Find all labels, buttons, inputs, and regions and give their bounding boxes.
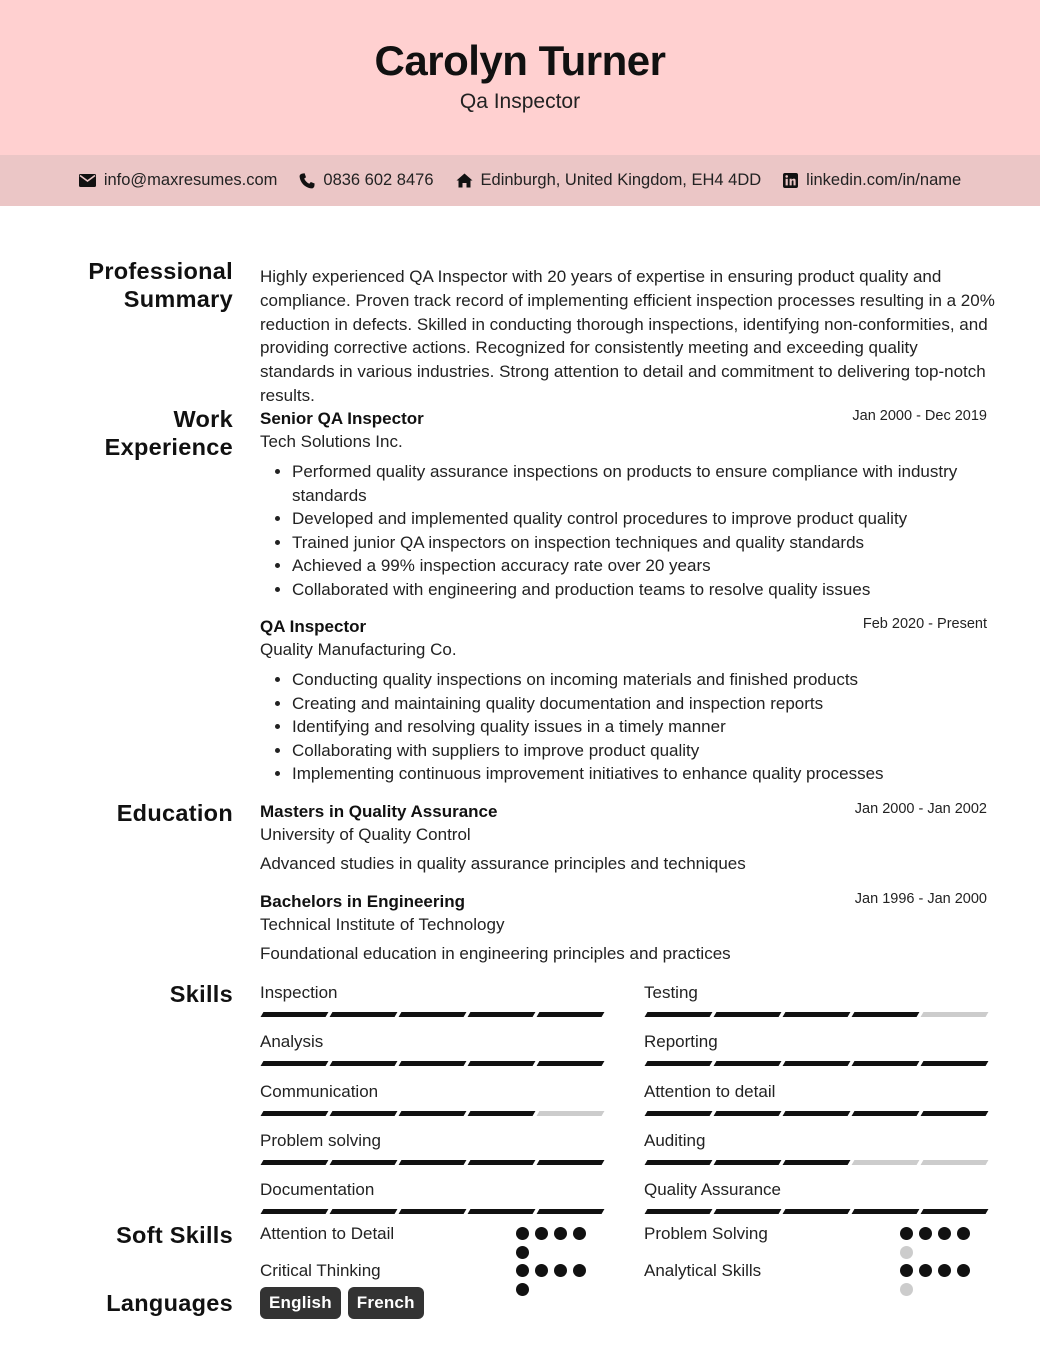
bullet-item: • Performed quality assurance inspections on products to ensure compliance with industry standards <box>292 460 987 507</box>
rating-dot-filled <box>554 1227 567 1240</box>
language-list <box>260 1287 424 1319</box>
skill-segment-filled <box>714 1209 782 1214</box>
contact-linkedin[interactable] <box>783 171 961 190</box>
rating-dot-filled <box>919 1227 932 1240</box>
summary-text: Highly experienced QA Inspector with 20 years of expertise in ensuring product quality and compliance. Proven track record of implementing efficient inspection processes resulting in a 20% reduction in defects. Skilled in conducting thorough inspections, identifying non-conformities, and providing corrective actions. Recognized for consistently meeting and exceeding quality standards in various industries. Strong attention to detail and commitment to delivering top-notch results. <box>260 267 995 405</box>
section-title-experience: Work Experience <box>104 406 233 460</box>
skill-name: Documentation <box>260 1180 375 1199</box>
education-item <box>260 891 987 966</box>
rating-dot-filled <box>573 1227 586 1240</box>
resume-header <box>0 0 1040 155</box>
skill-name: Testing <box>644 983 698 1002</box>
contact-bar <box>0 155 1040 206</box>
skill-segment-filled <box>852 1111 920 1116</box>
education-item <box>260 801 987 876</box>
rating-dot-filled <box>535 1264 548 1277</box>
rating-dot-filled <box>554 1264 567 1277</box>
soft-skill-item <box>644 1260 974 1300</box>
skill-segment-filled <box>783 1160 851 1165</box>
skill-segment-empty <box>852 1160 920 1165</box>
company-name: Tech Solutions Inc. <box>260 432 403 451</box>
address-text: Edinburgh, United Kingdom, EH4 4DD <box>480 171 762 189</box>
skill-level-bar <box>644 1209 987 1214</box>
rating-dot-filled <box>516 1227 529 1240</box>
soft-skill-item <box>644 1223 974 1263</box>
home-icon <box>456 173 473 188</box>
skill-segment-filled <box>783 1209 851 1214</box>
skill-segment-filled <box>468 1111 536 1116</box>
skill-segment-filled <box>714 1160 782 1165</box>
skill-item <box>644 1179 987 1214</box>
skill-name: Attention to detail <box>644 1082 776 1101</box>
skill-segment-filled <box>468 1012 536 1017</box>
skill-name: Communication <box>260 1082 379 1101</box>
bullet-item: • Developed and implemented quality control procedures to improve product quality <box>292 507 987 531</box>
rating-dot-empty <box>900 1283 913 1296</box>
skill-name: Auditing <box>644 1131 706 1150</box>
skill-segment-filled <box>714 1111 782 1116</box>
skill-level-bar <box>260 1209 603 1214</box>
resume-body <box>0 206 1040 1372</box>
skill-item <box>644 1130 987 1165</box>
skill-segment-filled <box>468 1209 536 1214</box>
job-dates: Feb 2020 - Present <box>862 616 987 632</box>
skill-level-bar <box>260 1160 603 1165</box>
skill-item <box>260 982 603 1017</box>
bullet-item: • Achieved a 99% inspection accuracy rate over 20 years <box>292 554 987 578</box>
skill-segment-filled <box>852 1209 920 1214</box>
skill-segment-empty <box>537 1111 605 1116</box>
skill-segment-filled <box>261 1111 329 1116</box>
education-dates: Jan 1996 - Jan 2000 <box>854 891 987 907</box>
skill-segment-empty <box>921 1160 989 1165</box>
soft-skill-name: Critical Thinking <box>260 1261 381 1280</box>
section-title-skills: Skills <box>169 981 233 1007</box>
skill-segment-filled <box>645 1012 713 1017</box>
skill-segment-filled <box>537 1012 605 1017</box>
skill-segment-filled <box>330 1209 398 1214</box>
skill-name: Inspection <box>260 983 338 1002</box>
section-title-summary: Professional Summary <box>88 258 233 312</box>
soft-skill-name: Problem Solving <box>644 1224 768 1243</box>
skill-level-bar <box>644 1111 987 1116</box>
skill-segment-filled <box>330 1160 398 1165</box>
skill-segment-filled <box>645 1209 713 1214</box>
skill-name: Problem solving <box>260 1131 381 1150</box>
skill-segment-filled <box>537 1160 605 1165</box>
skill-segment-filled <box>783 1111 851 1116</box>
contact-email[interactable] <box>79 171 278 190</box>
skill-segment-filled <box>399 1111 467 1116</box>
section-title-languages: Languages <box>106 1290 233 1316</box>
rating-dot-filled <box>938 1264 951 1277</box>
section-title-soft-skills: Soft Skills <box>116 1222 233 1248</box>
job-position: Senior QA Inspector <box>260 409 424 428</box>
skill-item <box>260 1031 603 1066</box>
skill-segment-filled <box>468 1160 536 1165</box>
skill-segment-filled <box>261 1160 329 1165</box>
skill-level-bar <box>260 1012 603 1017</box>
company-name: Quality Manufacturing Co. <box>260 640 457 659</box>
skill-level-bar <box>260 1061 603 1066</box>
rating-dot-filled <box>516 1283 529 1296</box>
bullet-item: • Trained junior QA inspectors on inspection techniques and quality standards <box>292 531 987 555</box>
education-description: Advanced studies in quality assurance principles and techniques <box>260 854 746 873</box>
skill-segment-filled <box>645 1061 713 1066</box>
skill-segment-filled <box>261 1061 329 1066</box>
linkedin-icon <box>783 173 798 188</box>
education-dates: Jan 2000 - Jan 2002 <box>854 801 987 817</box>
skill-item <box>260 1081 603 1116</box>
skill-segment-filled <box>399 1160 467 1165</box>
contact-phone[interactable] <box>299 171 433 190</box>
skill-segment-filled <box>921 1061 989 1066</box>
skill-segment-filled <box>921 1209 989 1214</box>
skill-segment-filled <box>330 1012 398 1017</box>
bullet-item: • Conducting quality inspections on incoming materials and finished products <box>292 668 987 692</box>
rating-dot-filled <box>516 1246 529 1259</box>
skill-item <box>644 1081 987 1116</box>
skill-segment-filled <box>714 1061 782 1066</box>
envelope-icon <box>79 174 96 187</box>
skill-segment-filled <box>261 1209 329 1214</box>
rating-dot-filled <box>516 1264 529 1277</box>
linkedin-text: linkedin.com/in/name <box>806 171 962 189</box>
school-name: Technical Institute of Technology <box>260 915 505 934</box>
school-name: University of Quality Control <box>260 825 471 844</box>
skill-segment-filled <box>468 1061 536 1066</box>
bullet-item: • Collaborated with engineering and production teams to resolve quality issues <box>292 578 987 602</box>
job-title: Qa Inspector <box>459 90 581 113</box>
skill-segment-filled <box>330 1061 398 1066</box>
bullet-item: • Creating and maintaining quality documentation and inspection reports <box>292 692 987 716</box>
rating-dot-filled <box>919 1264 932 1277</box>
education-description: Foundational education in engineering principles and practices <box>260 944 731 963</box>
skill-segment-filled <box>399 1061 467 1066</box>
skill-name: Reporting <box>644 1032 718 1051</box>
section-title-education: Education <box>116 800 233 826</box>
phone-text: 0836 602 8476 <box>323 171 434 189</box>
skill-segment-filled <box>852 1061 920 1066</box>
email-text: info@maxresumes.com <box>103 171 278 189</box>
soft-skill-item <box>260 1223 590 1263</box>
skill-segment-empty <box>921 1012 989 1017</box>
rating-dot-filled <box>900 1264 913 1277</box>
skill-segment-filled <box>714 1012 782 1017</box>
skill-segment-filled <box>537 1209 605 1214</box>
skill-segment-filled <box>399 1209 467 1214</box>
skill-level-bar <box>260 1111 603 1116</box>
contact-address <box>456 171 762 190</box>
rating-dot-empty <box>900 1246 913 1259</box>
soft-skill-name: Analytical Skills <box>644 1261 762 1280</box>
candidate-name: Carolyn Turner <box>374 37 666 84</box>
skill-segment-filled <box>330 1111 398 1116</box>
phone-icon <box>299 173 315 189</box>
skill-segment-filled <box>399 1012 467 1017</box>
job-dates: Jan 2000 - Dec 2019 <box>852 408 987 424</box>
soft-skill-name: Attention to Detail <box>260 1224 395 1243</box>
language-chip: French <box>348 1287 424 1319</box>
rating-dot-filled <box>957 1227 970 1240</box>
rating-dot-filled <box>957 1264 970 1277</box>
rating-dot-filled <box>938 1227 951 1240</box>
skill-level-bar <box>644 1160 987 1165</box>
rating-dot-filled <box>573 1264 586 1277</box>
job-position: QA Inspector <box>260 617 367 636</box>
degree-name: Masters in Quality Assurance <box>260 802 498 821</box>
bullet-item: • Collaborating with suppliers to improve product quality <box>292 739 987 763</box>
rating-dot-filled <box>900 1227 913 1240</box>
skill-segment-filled <box>645 1111 713 1116</box>
job-bullets <box>260 460 987 602</box>
rating-dot-filled <box>535 1227 548 1240</box>
skill-item <box>260 1130 603 1165</box>
skill-name: Analysis <box>260 1032 324 1051</box>
skill-segment-filled <box>852 1012 920 1017</box>
skill-level-bar <box>644 1012 987 1017</box>
skill-level-bar <box>644 1061 987 1066</box>
skill-item <box>260 1179 603 1214</box>
language-chip: English <box>260 1287 341 1319</box>
skill-item <box>644 1031 987 1066</box>
skill-segment-filled <box>261 1012 329 1017</box>
skill-segment-filled <box>645 1160 713 1165</box>
skill-segment-filled <box>537 1061 605 1066</box>
skill-segment-filled <box>783 1012 851 1017</box>
degree-name: Bachelors in Engineering <box>260 892 465 911</box>
skill-item <box>644 982 987 1017</box>
skill-segment-filled <box>921 1111 989 1116</box>
experience-item <box>260 616 987 786</box>
experience-item <box>260 408 987 602</box>
job-bullets <box>260 668 987 786</box>
bullet-item: • Implementing continuous improvement initiatives to enhance quality processes <box>292 762 987 786</box>
bullet-item: • Identifying and resolving quality issues in a timely manner <box>292 715 987 739</box>
skill-name: Quality Assurance <box>644 1180 782 1199</box>
skill-segment-filled <box>783 1061 851 1066</box>
